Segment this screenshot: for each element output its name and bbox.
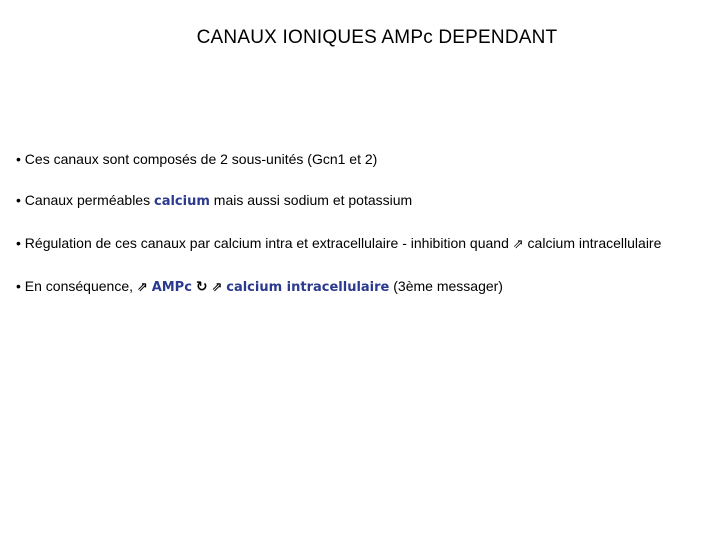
slide-title: CANAUX IONIQUES AMPc DEPENDANT [196,27,558,48]
bullet-item-consequence [16,275,686,299]
cycle-icon: ↻ [195,279,208,295]
highlight-calcium: calcium [153,194,210,209]
bullet-marker: • [16,192,21,208]
highlight-ampc: AMPc [151,280,192,295]
bullet-marker: • [16,278,21,294]
bullet-item-regulation [16,232,686,256]
bullet-text-after: calcium intracellulaire [527,235,662,251]
bullet-text-before: Régulation de ces canaux par calcium intra et extracellulaire - inhibition quand [24,235,509,251]
bullet-list [16,148,686,318]
up-right-arrow-icon: ⇗ [512,237,524,252]
bullet-text-after: mais aussi sodium et potassium [213,192,413,208]
bullet-item-composition [16,148,686,170]
bullet-text-before: En conséquence, [24,278,133,294]
up-right-arrow-icon: ⇗ [136,280,148,295]
up-right-arrow-icon: ⇗ [211,280,223,295]
bullet-marker: • [16,235,21,251]
highlight-calcium-intracellulaire: calcium intracellulaire [226,280,390,295]
bullet-item-permeability [16,189,686,213]
bullet-text: Ces canaux sont composés de 2 sous-unités (Gcn1 et 2) [24,151,378,167]
bullet-marker: • [16,151,21,167]
bullet-text-before: Canaux perméables [24,192,151,208]
bullet-text-after: (3ème messager) [393,278,503,294]
